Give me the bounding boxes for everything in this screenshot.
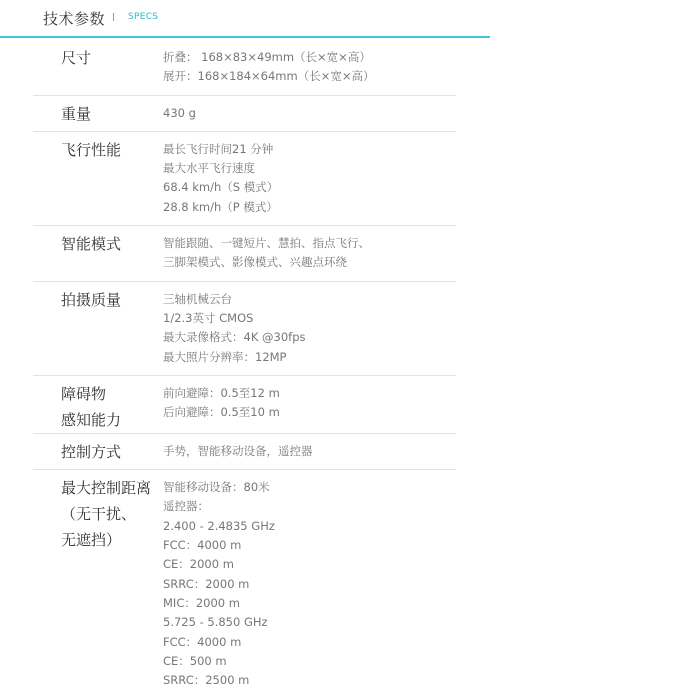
spec-label-line: 重量 (61, 104, 92, 123)
spec-label-line: 尺寸 (61, 49, 92, 67)
spec-value-line: 三轴机械云台 (163, 291, 232, 306)
spec-value-line: 智能跟随、一键短片、慧拍、指点飞行、 (163, 236, 370, 251)
spec-label-line: 障碍物 (61, 384, 107, 403)
spec-value-line: FCC：4000 m (163, 634, 242, 649)
spec-values (163, 470, 456, 698)
spec-row (33, 376, 456, 434)
spec-row (33, 96, 456, 132)
spec-value-line: 后向避障：0.5至10 m (163, 405, 280, 420)
spec-value-line: 手势，智能移动设备，遥控器 (163, 443, 313, 458)
spec-value-line: MIC：2000 m (163, 595, 240, 610)
spec-value-line: CE：2000 m (163, 557, 234, 572)
specs-title: 技术参数 (43, 10, 106, 28)
spec-value-line: 智能移动设备：80米 (163, 480, 270, 495)
spec-label (33, 132, 163, 225)
spec-value-line: 最长飞行时间21 分钟 (163, 141, 274, 156)
spec-value-line: 68.4 km/h（S 模式） (163, 180, 279, 195)
spec-values (163, 40, 456, 95)
spec-value-line: 三脚架模式、影像模式、兴趣点环绕 (163, 255, 347, 270)
spec-label (33, 470, 163, 698)
spec-label-line: 无遮挡） (61, 531, 122, 550)
spec-value-line: 遥控器： (163, 499, 209, 514)
spec-value-line: 5.725 - 5.850 GHz (163, 615, 268, 630)
spec-label (33, 40, 163, 95)
spec-value-line: SRRC：2000 m (163, 576, 250, 591)
spec-value-line: 28.8 km/h（P 模式） (163, 199, 278, 214)
spec-row (33, 434, 456, 470)
spec-row (33, 40, 456, 96)
spec-values (163, 132, 456, 225)
spec-value-line: SRRC：2500 m (163, 673, 250, 688)
spec-values (163, 226, 456, 281)
spec-row (33, 282, 456, 376)
spec-row (33, 470, 456, 698)
spec-label-line: 智能模式 (61, 235, 122, 254)
spec-row (33, 132, 456, 226)
specs-header (0, 0, 490, 38)
spec-value-line: 最大录像格式：4K @30fps (163, 330, 306, 345)
spec-value-line: CE：500 m (163, 653, 227, 668)
spec-row (33, 226, 456, 282)
spec-label-line: 控制方式 (61, 442, 122, 461)
spec-label-line: 飞行性能 (61, 140, 122, 159)
spec-value-line: 最大照片分辨率：12MP (163, 349, 287, 364)
spec-value-line: 1/2.3英寸 CMOS (163, 310, 254, 325)
spec-label (33, 226, 163, 281)
specs-subtitle: SPECS (128, 12, 159, 22)
spec-value-line: FCC：4000 m (163, 538, 242, 553)
spec-value-line: 前向避障：0.5至12 m (163, 385, 280, 400)
specs-table (33, 40, 456, 698)
spec-label (33, 282, 163, 375)
spec-value-line: 430 g (163, 105, 196, 120)
spec-label (33, 434, 163, 469)
spec-values (163, 434, 456, 469)
header-divider (113, 13, 114, 21)
spec-values (163, 282, 456, 375)
spec-label-line: 感知能力 (61, 410, 122, 429)
spec-label-line: （无干扰、 (61, 505, 137, 524)
spec-value-line: 最大水平飞行速度 (163, 161, 255, 176)
spec-label-line: 拍摄质量 (61, 290, 122, 309)
spec-values (163, 96, 456, 131)
spec-value-line: 2.400 - 2.4835 GHz (163, 518, 275, 533)
spec-label (33, 376, 163, 433)
spec-value-line: 折叠： 168×83×49mm（长×宽×高） (163, 50, 371, 64)
spec-label-line: 最大控制距离 (61, 479, 152, 498)
spec-values (163, 376, 456, 433)
spec-value-line: 展开：168×184×64mm（长×宽×高） (163, 69, 375, 84)
spec-label (33, 96, 163, 131)
